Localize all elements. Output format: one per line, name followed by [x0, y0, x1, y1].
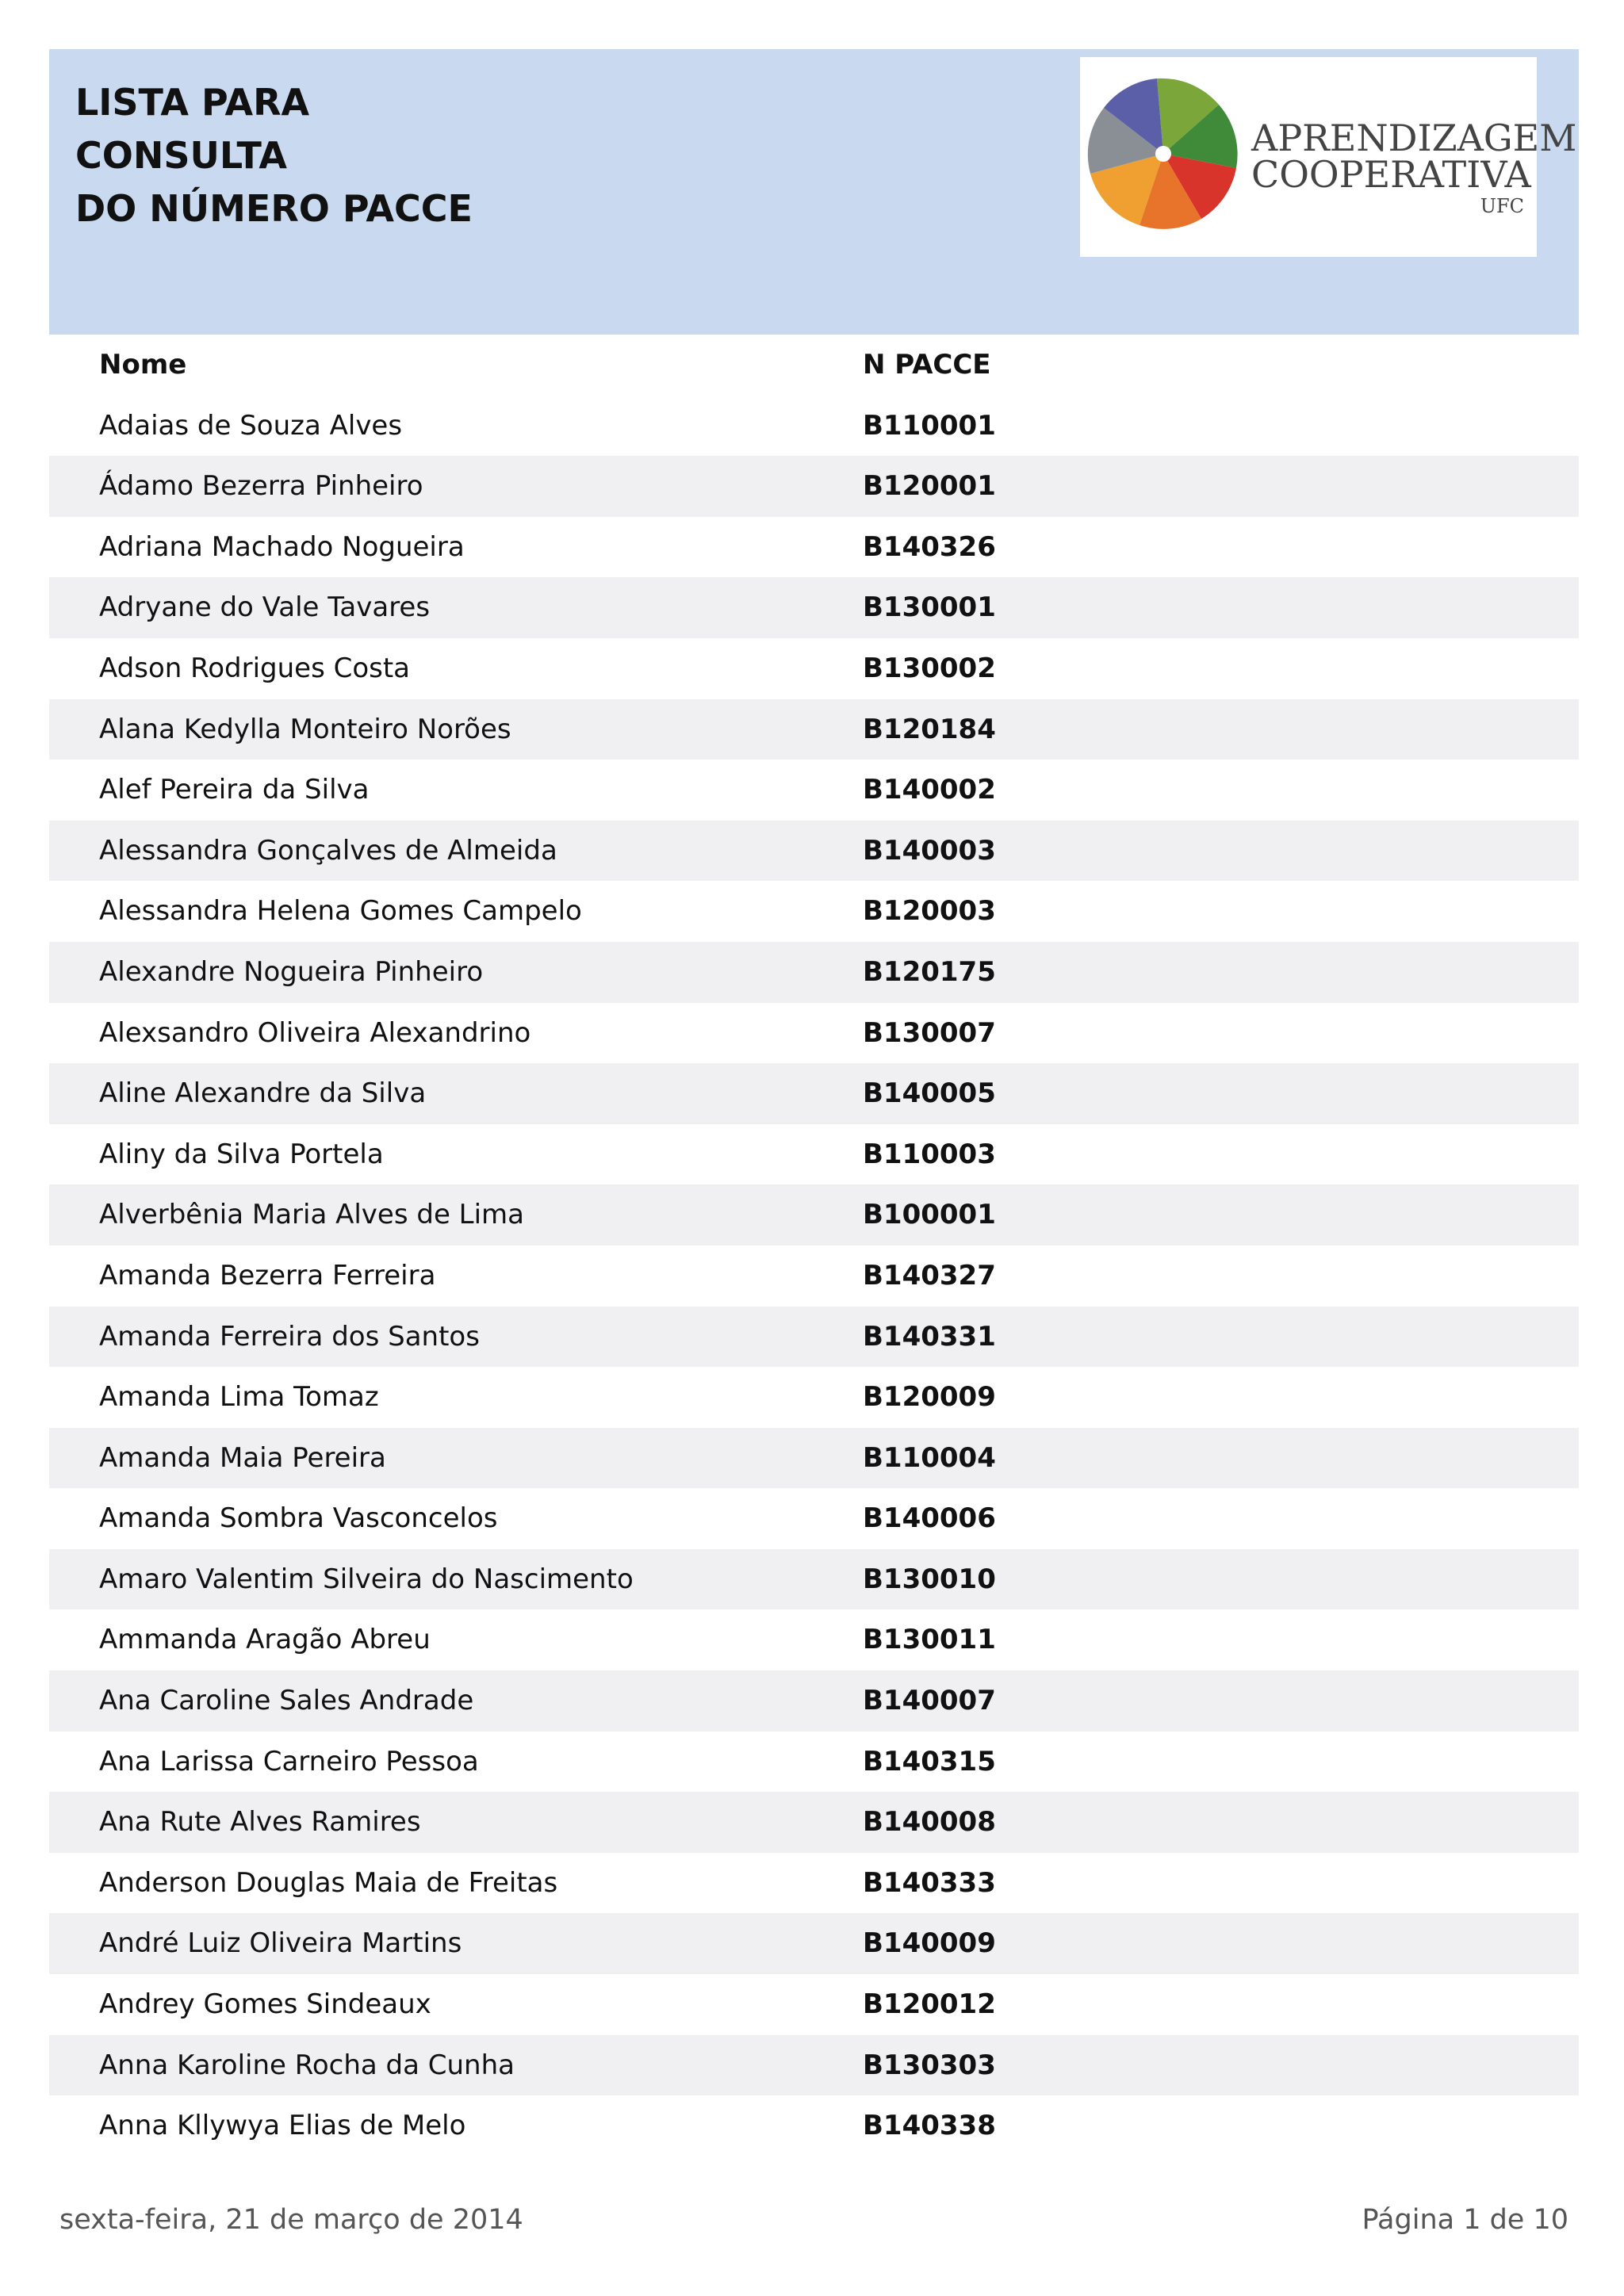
name-cell: Adson Rodrigues Costa	[99, 652, 411, 684]
table-body	[49, 396, 1579, 2156]
table-row	[49, 2095, 1579, 2156]
name-cell: Adaias de Souza Alves	[99, 409, 403, 442]
title-line-3: DO NÚMERO PACCE	[75, 187, 473, 230]
pacce-number-cell: B140006	[863, 1502, 996, 1535]
name-cell: Amanda Maia Pereira	[99, 1441, 386, 1474]
name-cell: Anna Karoline Rocha da Cunha	[99, 2049, 515, 2081]
table-row	[49, 1003, 1579, 1064]
table-row	[49, 760, 1579, 821]
pacce-number-cell: B130011	[863, 1624, 996, 1656]
logo-line-3: UFC	[1480, 195, 1524, 217]
pacce-number-cell: B130001	[863, 591, 996, 624]
table-row	[49, 1549, 1579, 1610]
table-row	[49, 1732, 1579, 1793]
pacce-number-cell: B130007	[863, 1016, 996, 1049]
name-cell: Amanda Lima Tomaz	[99, 1381, 379, 1414]
pacce-number-cell: B140326	[863, 530, 996, 563]
pacce-number-cell: B120175	[863, 955, 996, 988]
table-header-row	[49, 335, 1579, 396]
table-row	[49, 1063, 1579, 1124]
name-cell: Ádamo Bezerra Pinheiro	[99, 470, 423, 503]
table-row	[49, 821, 1579, 882]
name-cell: Alef Pereira da Silva	[99, 774, 370, 806]
name-cell: Adryane do Vale Tavares	[99, 591, 431, 624]
table-row	[49, 456, 1579, 517]
pacce-number-cell: B140315	[863, 1745, 996, 1777]
name-cell: Andrey Gomes Sindeaux	[99, 1988, 431, 2021]
table-row	[49, 699, 1579, 760]
table-row	[49, 1307, 1579, 1368]
pacce-number-cell: B110003	[863, 1138, 996, 1170]
table-row	[49, 638, 1579, 699]
name-cell: Anna Kllywya Elias de Melo	[99, 2110, 466, 2142]
name-cell: Ammanda Aragão Abreu	[99, 1624, 431, 1656]
name-cell: Ana Caroline Sales Andrade	[99, 1685, 474, 1717]
table-row	[49, 1792, 1579, 1853]
pacce-number-cell: B140007	[863, 1685, 996, 1717]
pacce-number-cell: B110004	[863, 1441, 996, 1474]
pacce-number-cell: B120001	[863, 470, 996, 503]
name-cell: Adriana Machado Nogueira	[99, 530, 465, 563]
pacce-number-cell: B120009	[863, 1381, 996, 1414]
pacce-number-cell: B140327	[863, 1259, 996, 1292]
table-row	[49, 1488, 1579, 1549]
name-cell: Ana Larissa Carneiro Pessoa	[99, 1745, 479, 1777]
table-row	[49, 1974, 1579, 2035]
name-cell: Aliny da Silva Portela	[99, 1138, 384, 1170]
table-row	[49, 1853, 1579, 1914]
pacce-number-cell: B100001	[863, 1199, 996, 1231]
table-row	[49, 577, 1579, 638]
name-cell: Aline Alexandre da Silva	[99, 1077, 427, 1110]
pacce-number-cell: B140009	[863, 1927, 996, 1960]
pacce-number-cell: B120012	[863, 1988, 996, 2021]
pacce-table	[49, 335, 1579, 2156]
pacce-number-cell: B130303	[863, 2049, 996, 2081]
name-cell: Alana Kedylla Monteiro Norões	[99, 713, 511, 745]
table-row	[49, 881, 1579, 942]
pacce-number-cell: B110001	[863, 409, 996, 442]
table-row	[49, 1246, 1579, 1307]
table-row	[49, 517, 1579, 578]
logo-line-1: APRENDIZAGEM	[1251, 117, 1577, 159]
name-cell: Anderson Douglas Maia de Freitas	[99, 1866, 558, 1899]
title-line-2: CONSULTA	[75, 134, 287, 177]
name-cell: Amanda Bezerra Ferreira	[99, 1259, 436, 1292]
table-row	[49, 942, 1579, 1003]
pacce-number-cell: B130010	[863, 1563, 996, 1595]
footer-date: sexta-feira, 21 de março de 2014	[59, 2204, 523, 2236]
table-row	[49, 1670, 1579, 1732]
table-row	[49, 1609, 1579, 1670]
pacce-number-cell: B140005	[863, 1077, 996, 1110]
name-cell: Alessandra Gonçalves de Almeida	[99, 834, 557, 867]
name-cell: Amanda Ferreira dos Santos	[99, 1320, 480, 1353]
name-cell: Alexandre Nogueira Pinheiro	[99, 955, 484, 988]
name-cell: André Luiz Oliveira Martins	[99, 1927, 462, 1960]
table-row	[49, 1428, 1579, 1489]
logo-line-2: COOPERATIVA	[1251, 153, 1531, 196]
pacce-number-cell: B140331	[863, 1320, 996, 1353]
pacce-number-cell: B130002	[863, 652, 996, 684]
column-header-n-pacce: N PACCE	[863, 349, 991, 381]
footer-page-number: Página 1 de 10	[1362, 2204, 1568, 2236]
title-line-1: LISTA PARA	[75, 81, 310, 124]
table-row	[49, 1184, 1579, 1246]
table-row	[49, 1913, 1579, 1974]
aprendizagem-cooperativa-logo	[1080, 57, 1577, 257]
name-cell: Alessandra Helena Gomes Campelo	[99, 895, 582, 928]
name-cell: Amanda Sombra Vasconcelos	[99, 1502, 498, 1535]
pacce-number-cell: B120184	[863, 713, 996, 745]
pacce-number-cell: B140338	[863, 2110, 996, 2142]
pacce-number-cell: B140333	[863, 1866, 996, 1899]
name-cell: Amaro Valentim Silveira do Nascimento	[99, 1563, 634, 1595]
column-header-nome: Nome	[99, 349, 187, 381]
pacce-number-cell: B140003	[863, 834, 996, 867]
header-banner	[49, 49, 1579, 335]
name-cell: Ana Rute Alves Ramires	[99, 1806, 421, 1839]
pinwheel-logo-icon	[1088, 78, 1238, 229]
table-row	[49, 396, 1579, 457]
name-cell: Alverbênia Maria Alves de Lima	[99, 1199, 525, 1231]
name-cell: Alexsandro Oliveira Alexandrino	[99, 1016, 531, 1049]
page-title	[75, 76, 473, 235]
table-row	[49, 1124, 1579, 1185]
table-row	[49, 2035, 1579, 2096]
pacce-number-cell: B120003	[863, 895, 996, 928]
logo	[1080, 57, 1577, 257]
pacce-number-cell: B140002	[863, 774, 996, 806]
pacce-number-cell: B140008	[863, 1806, 996, 1839]
table-row	[49, 1367, 1579, 1428]
